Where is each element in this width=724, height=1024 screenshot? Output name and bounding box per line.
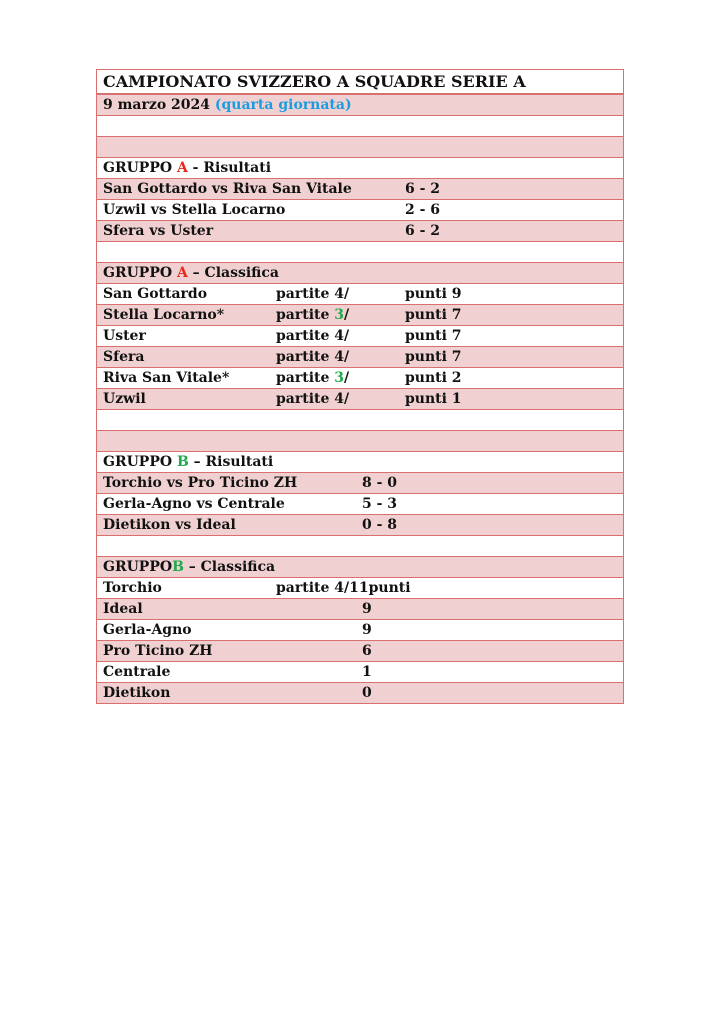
team: Torchio <box>103 580 162 596</box>
group-b-standings-heading: GRUPPOB – Classifica <box>103 559 276 575</box>
group-letter-a: A <box>176 160 188 176</box>
date-line <box>103 95 352 115</box>
date: 9 marzo 2024 <box>103 97 211 113</box>
round-label: (quarta giornata) <box>214 97 352 113</box>
team: Uster <box>103 328 146 344</box>
points: punti 1 <box>405 391 462 407</box>
points: punti 2 <box>405 370 462 386</box>
team: Riva San Vitale* <box>103 370 230 386</box>
result-row <box>97 515 623 536</box>
match: Torchio vs Pro Ticino ZH <box>103 475 298 491</box>
group-a-standings-heading: GRUPPO A – Classifica <box>103 265 279 281</box>
points: punti 7 <box>405 349 462 365</box>
games-played: partite 3/ <box>276 307 350 323</box>
team: Sfera <box>103 349 145 365</box>
score: 0 - 8 <box>362 517 398 533</box>
standings-row <box>97 284 623 305</box>
results-sheet <box>96 69 624 704</box>
group-a-results-heading: GRUPPO A - Risultati <box>103 160 272 176</box>
date-row <box>97 95 623 116</box>
match: San Gottardo vs Riva San Vitale <box>103 181 352 197</box>
points: 1 <box>362 664 372 680</box>
result-row <box>97 473 623 494</box>
team: Gerla-Agno <box>103 622 192 638</box>
standings-row <box>97 620 623 641</box>
result-row <box>97 221 623 242</box>
group-a-standings-heading-row <box>97 263 623 284</box>
points: punti 7 <box>405 328 462 344</box>
empty-row <box>97 431 623 452</box>
team: Stella Locarno* <box>103 307 225 323</box>
points: 9 <box>362 622 372 638</box>
group-b-standings-heading-row <box>97 557 623 578</box>
games-played: partite 4/ <box>276 349 350 365</box>
standings-row <box>97 305 623 326</box>
group-letter-a: A <box>176 265 188 281</box>
match: Sfera vs Uster <box>103 223 214 239</box>
points: 6 <box>362 643 372 659</box>
standings-row <box>97 641 623 662</box>
group-b-results-heading-row <box>97 452 623 473</box>
team: San Gottardo <box>103 286 208 302</box>
empty-row <box>97 410 623 431</box>
match: Gerla-Agno vs Centrale <box>103 496 285 512</box>
result-row <box>97 494 623 515</box>
score: 6 - 2 <box>405 181 441 197</box>
standings-row <box>97 326 623 347</box>
games-and-points: partite 4/11punti <box>276 580 411 596</box>
score: 8 - 0 <box>362 475 398 491</box>
games-played: partite 4/ <box>276 286 350 302</box>
standings-row <box>97 389 623 410</box>
score: 6 - 2 <box>405 223 441 239</box>
standings-row <box>97 662 623 683</box>
group-b-results-heading: GRUPPO B – Risultati <box>103 454 274 470</box>
match: Uzwil vs Stella Locarno <box>103 202 286 218</box>
empty-row <box>97 137 623 158</box>
points: punti 7 <box>405 307 462 323</box>
team: Uzwil <box>103 391 146 407</box>
group-letter-b: B <box>176 454 189 470</box>
score: 5 - 3 <box>362 496 398 512</box>
document-title-row <box>97 70 623 95</box>
result-row <box>97 200 623 221</box>
standings-row <box>97 599 623 620</box>
document-title: CAMPIONATO SVIZZERO A SQUADRE SERIE A <box>103 72 526 91</box>
empty-row <box>97 536 623 557</box>
standings-row <box>97 368 623 389</box>
team: Pro Ticino ZH <box>103 643 213 659</box>
team: Dietikon <box>103 685 171 701</box>
team: Ideal <box>103 601 143 617</box>
group-a-results-heading-row <box>97 158 623 179</box>
group-letter-b: B <box>172 559 184 575</box>
result-row <box>97 179 623 200</box>
games-played: partite 3/ <box>276 370 350 386</box>
games-played: partite 4/ <box>276 328 350 344</box>
match: Dietikon vs Ideal <box>103 517 236 533</box>
points: 0 <box>362 685 372 701</box>
standings-row <box>97 578 623 599</box>
points: punti 9 <box>405 286 462 302</box>
team: Centrale <box>103 664 171 680</box>
empty-row <box>97 242 623 263</box>
points: 9 <box>362 601 372 617</box>
standings-row <box>97 347 623 368</box>
standings-row <box>97 683 623 704</box>
empty-row <box>97 116 623 137</box>
score: 2 - 6 <box>405 202 441 218</box>
games-played: partite 4/ <box>276 391 350 407</box>
